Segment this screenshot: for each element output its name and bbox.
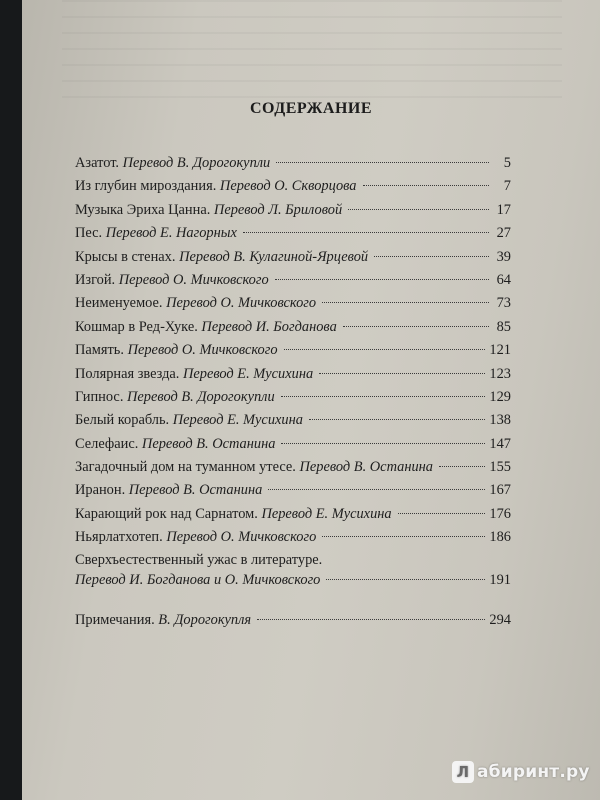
toc-entry-translator: Перевод В. Останина	[141, 435, 276, 452]
toc-entry-essay	[75, 550, 511, 591]
dot-leader	[243, 232, 489, 233]
toc-entry-translator: Перевод В. Дорогокупли	[127, 388, 275, 405]
dot-leader	[348, 209, 489, 210]
toc-entry-page: 129	[489, 388, 511, 405]
toc-entry-translator: Перевод В. Дорогокупли	[122, 155, 271, 171]
toc-entry-title: Изгой.	[75, 271, 116, 288]
toc-entry-translator: Перевод И. Богданова	[201, 318, 337, 335]
toc-entry-title: Азатот.	[75, 155, 119, 171]
dot-leader	[281, 396, 486, 397]
dot-leader	[322, 536, 485, 537]
toc-entry-translator: Перевод Л. Бриловой	[213, 201, 343, 218]
toc-entry	[75, 456, 511, 479]
toc-entry-title: Полярная звезда.	[75, 365, 180, 382]
toc-entry-title: Музыка Эриха Цанна.	[75, 201, 211, 218]
toc-entry-title: Гипнос.	[75, 388, 124, 405]
toc-entry	[75, 409, 511, 432]
toc-entry-title: Сверхъестественный ужас в литературе.	[75, 551, 323, 568]
toc-entries	[75, 152, 511, 550]
toc-entry	[75, 386, 511, 409]
toc-entry	[75, 292, 511, 315]
toc-entry-title: Карающий рок над Сарнатом.	[75, 505, 258, 522]
dot-leader	[319, 373, 485, 374]
toc-entry-title: Кошмар в Ред-Хуке.	[75, 318, 198, 335]
dot-leader	[275, 279, 489, 280]
toc-entry-title: Селефаис.	[75, 435, 139, 452]
toc-entry-translator: Перевод О. Скворцова	[219, 178, 357, 195]
toc-entry-title: Крысы в стенах.	[75, 248, 176, 265]
toc-entry-translator: Перевод Е. Мусихина	[172, 412, 303, 429]
labirint-logo-icon: Л	[452, 761, 474, 783]
toc-entry-notes	[75, 609, 511, 632]
dot-leader	[343, 326, 489, 327]
watermark	[452, 761, 590, 783]
toc-entry-page: 294	[489, 611, 511, 628]
toc-entry-title: Память.	[75, 342, 124, 359]
toc-entry-translator: Перевод Е. Мусихина	[183, 365, 314, 382]
toc-entry-page: 167	[489, 482, 511, 499]
toc-entry	[75, 479, 511, 502]
toc-entry-translator: Перевод О. Мичковского	[127, 342, 278, 359]
toc-entry-translator: В. Дорогокупля	[158, 611, 252, 628]
table-of-contents	[75, 152, 511, 632]
toc-entry-title: Ньярлатхотеп.	[75, 529, 163, 546]
book-page	[22, 0, 600, 800]
dot-leader	[281, 443, 485, 444]
toc-entry-page: 191	[489, 571, 511, 588]
toc-entry-page: 155	[489, 459, 511, 476]
dot-leader	[398, 513, 486, 514]
dot-leader	[439, 466, 485, 467]
toc-entry-translator: Перевод Е. Мусихина	[261, 505, 392, 522]
toc-entry-translator: Перевод О. Мичковского	[166, 529, 317, 546]
dot-leader	[276, 162, 489, 163]
dot-leader	[257, 619, 485, 620]
toc-entry	[75, 526, 511, 549]
toc-entry-page: 73	[496, 295, 511, 312]
toc-entry	[75, 175, 511, 198]
toc-entry-page: 64	[496, 271, 511, 288]
toc-entry-page: 176	[489, 505, 511, 522]
toc-entry-translator: Перевод В. Останина	[128, 482, 263, 499]
toc-entry-title: Загадочный дом на туманном утесе.	[75, 459, 296, 476]
toc-entry	[75, 433, 511, 456]
toc-entry	[75, 363, 511, 386]
dot-leader	[374, 256, 489, 257]
toc-entry	[75, 199, 511, 222]
toc-entry-page: 7	[503, 178, 511, 195]
toc-entry	[75, 339, 511, 362]
watermark-text: абиринт.ру	[477, 762, 590, 782]
toc-entry-title: Пес.	[75, 225, 103, 242]
toc-entry	[75, 152, 511, 175]
dot-leader	[309, 419, 485, 420]
toc-entry-translator: Перевод И. Богданова и О. Мичковского	[75, 571, 321, 588]
toc-entry-page: 27	[496, 225, 511, 242]
toc-entry-page: 147	[489, 435, 511, 452]
toc-entry-page: 39	[496, 248, 511, 265]
toc-entry-page: 17	[496, 201, 511, 218]
toc-entry-translator: Перевод В. Останина	[299, 459, 433, 476]
toc-entry-translator: Перевод В. Кулагиной-Ярцевой	[179, 248, 369, 265]
toc-entry-page: 123	[489, 365, 511, 382]
toc-entry-page: 5	[503, 155, 511, 171]
toc-entry-translator: Перевод Е. Нагорных	[105, 225, 237, 242]
toc-entry-title: Из глубин мироздания.	[75, 178, 217, 195]
toc-entry-page: 138	[489, 412, 511, 429]
toc-entry	[75, 503, 511, 526]
toc-entry-title: Неименуемое.	[75, 295, 163, 312]
bleed-through-text	[62, 0, 562, 100]
toc-entry	[75, 316, 511, 339]
toc-entry-page: 85	[496, 318, 511, 335]
toc-entry-title: Иранон.	[75, 482, 126, 499]
toc-entry	[75, 246, 511, 269]
dot-leader	[326, 579, 485, 580]
toc-entry	[75, 222, 511, 245]
dot-leader	[284, 349, 486, 350]
dot-leader	[268, 489, 485, 490]
toc-entry	[75, 269, 511, 292]
toc-entry-page: 186	[489, 529, 511, 546]
toc-entry-title: Примечания.	[75, 611, 155, 628]
toc-entry-translator: Перевод О. Мичковского	[166, 295, 317, 312]
page-title: СОДЕРЖАНИЕ	[249, 100, 373, 117]
dot-leader	[322, 302, 489, 303]
toc-entry-page: 121	[489, 342, 511, 359]
dot-leader	[363, 185, 490, 186]
toc-entry-translator: Перевод О. Мичковского	[118, 271, 269, 288]
toc-entry-title: Белый корабль.	[75, 412, 170, 429]
